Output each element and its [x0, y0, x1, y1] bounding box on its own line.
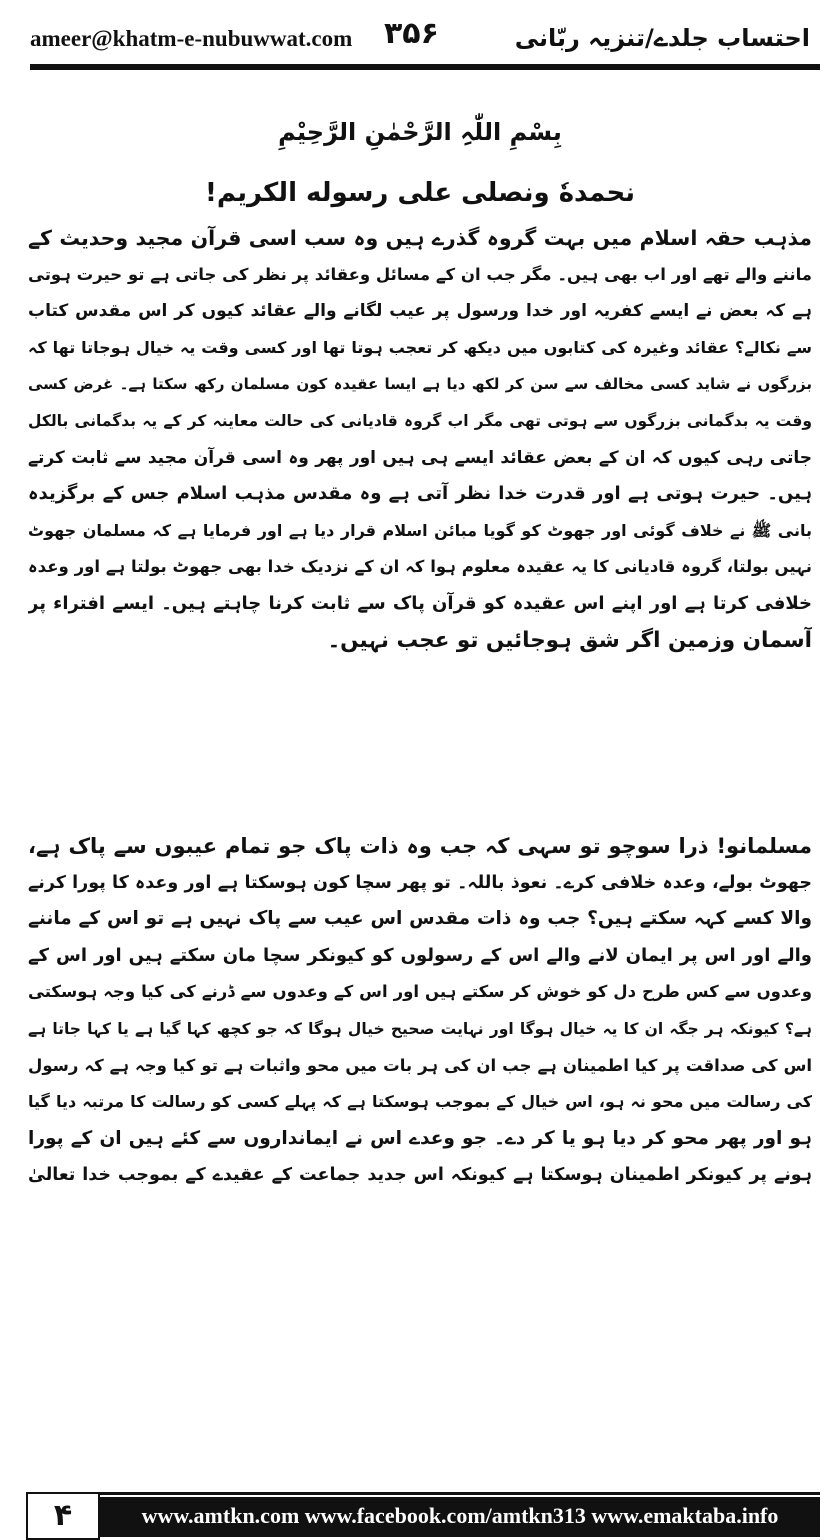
- text-line: جاتی رہی کیوں کہ ان کے بعض عقائد ایسے ہی ہیں اور پھر وہ اسی قرآن مجید سے ثابت کرتے: [28, 447, 812, 468]
- book-title: احتساب جلدے/تنزیہ ربّانی: [514, 24, 810, 52]
- footer-rule: [100, 1492, 820, 1495]
- hamd-heading: نحمدهٗ ونصلی علی رسوله الکریم!: [205, 178, 635, 208]
- text-line: سے نکالے؟ عقائد وغیرہ کی کتابوں میں دیکھ کر تعجب ہوتا تھا اور کسی وقت یہ خیال ہوجاتا تھا کہ: [28, 337, 812, 357]
- text-line: وقت یہ بدگمانی بزرگوں سے ہوتی تھی مگر اب گروہ قادیانی کی حالت معاینہ کر کے یہ بدگمانی بالکل: [28, 411, 812, 430]
- text-line: وعدوں سے کس طرح دل کو خوش کر سکتے ہیں اور اس کے وعدوں سے ڈرنے کی کیا وجہ ہوسکتی: [28, 982, 812, 1002]
- text-line: خلافی کرتا ہے اور اپنے اس عقیدہ کو قرآن پاک سے ثابت کرنا چاہتے ہیں۔ ایسے افتراء پر: [28, 592, 812, 614]
- text-line: والے اور اس پر ایمان لانے والے اس کے رسولوں کو کیونکر سچا مان سکتے ہیں اور اس کے: [28, 944, 812, 966]
- text-line: ہے کہ بعض نے ایسے کفریہ اور خدا ورسول پر عیب لگانے والے عقائد کیوں کر اس مقدس کتاب: [28, 301, 812, 322]
- text-line: ہونے پر کیونکر اطمینان ہوسکتا ہے کیونکہ اس جدید جماعت کے عقیدے کے بموجب خدا تعالیٰ: [28, 1165, 812, 1186]
- text-line: ماننے والے تھے اور اب بھی ہیں۔ مگر جب ان کے مسائل وعقائد پر نظر کی جاتی ہے تو حیرت ہوتی: [28, 264, 812, 284]
- text-line: ہے؟ کیونکہ ہر جگہ ان کا یہ خیال ہوگا اور نہایت صحیح خیال ہوگا کہ جو کچھ کہا گیا ہے یا کہا جاتا ہے: [28, 1019, 812, 1038]
- text-line: آسمان وزمین اگر شق ہوجائیں تو عجب نہیں۔: [327, 627, 812, 653]
- text-line: والا کسے کہہ سکتے ہیں؟ جب وہ ذات مقدس اس عیب سے پاک نہیں ہے تو اس کے ماننے: [28, 908, 812, 930]
- text-line: بانی ﷺ نے خلاف گوئی اور جھوٹ کو گویا مبائن اسلام قرار دیا ہے اور فرمایا ہے کہ مسلمان جھوٹ: [28, 520, 812, 540]
- text-line: کی رسالت میں محو نہ ہو، اس خیال کے بموجب ہوسکتا ہے کہ پہلے کسی کو رسالت کا مرتبہ دیا گیا: [28, 1092, 812, 1112]
- page-number: ۳۵۶: [384, 16, 439, 51]
- text-line: بزرگوں نے شاید کسی مخالف سے سن کر لکھ دیا ہے ایسا عقیدہ کون مسلمان رکھ سکتا ہے۔ غرض کسی: [28, 375, 812, 394]
- text-line: مسلمانو! ذرا سوچو تو سہی کہ جب وہ ذات پاک جو تمام عیبوں سے پاک ہے،: [28, 834, 812, 858]
- paragraph-1: [28, 220, 812, 659]
- page-header: [0, 0, 840, 70]
- text-line: مذہب حقہ اسلام میں بہت گروہ گذرے ہیں وہ سب اسی قرآن مجید وحدیث کے: [28, 226, 812, 250]
- text-line: نہیں بولتا، گروہ قادیانی کا یہ عقیدہ معلوم ہوا کہ ان کے نزدیک خدا بھی جھوٹ بولتا ہے اور وعدہ: [28, 557, 812, 577]
- volume-badge: ۴: [26, 1492, 100, 1540]
- text-line: ہیں۔ حیرت ہوتی ہے اور قدرت خدا نظر آتی ہے وہ مقدس مذہب اسلام جس کے برگزیدہ: [28, 483, 812, 505]
- paragraph-2: [28, 828, 812, 1194]
- header-rule: [30, 64, 820, 70]
- bismillah-heading: بِسْمِ اللّٰہِ الرَّحْمٰنِ الرَّحِیْمِ: [278, 118, 562, 146]
- header-email: ameer@khatm-e-nubuwwat.com: [30, 26, 353, 51]
- text-line: اس کی صداقت پر کیا اطمینان ہے جب ان کی ہر بات میں محو واثبات ہے تو کیا وجہ ہے کہ رسول: [28, 1055, 812, 1075]
- footer-links: www.amtkn.com www.facebook.com/amtkn313 www.emaktaba.info: [141, 1503, 779, 1528]
- text-line: ہو اور پھر محو کر دیا ہو یا کر دے۔ جو وعدے اس نے ایمانداروں سے کئے ہیں ان کے پورا: [28, 1127, 812, 1149]
- text-line: جھوٹ بولے، وعدہ خلافی کرے۔ نعوذ باللہ۔ تو پھر سچا کون ہوسکتا ہے اور وعدہ کا پورا کرنے: [28, 872, 812, 893]
